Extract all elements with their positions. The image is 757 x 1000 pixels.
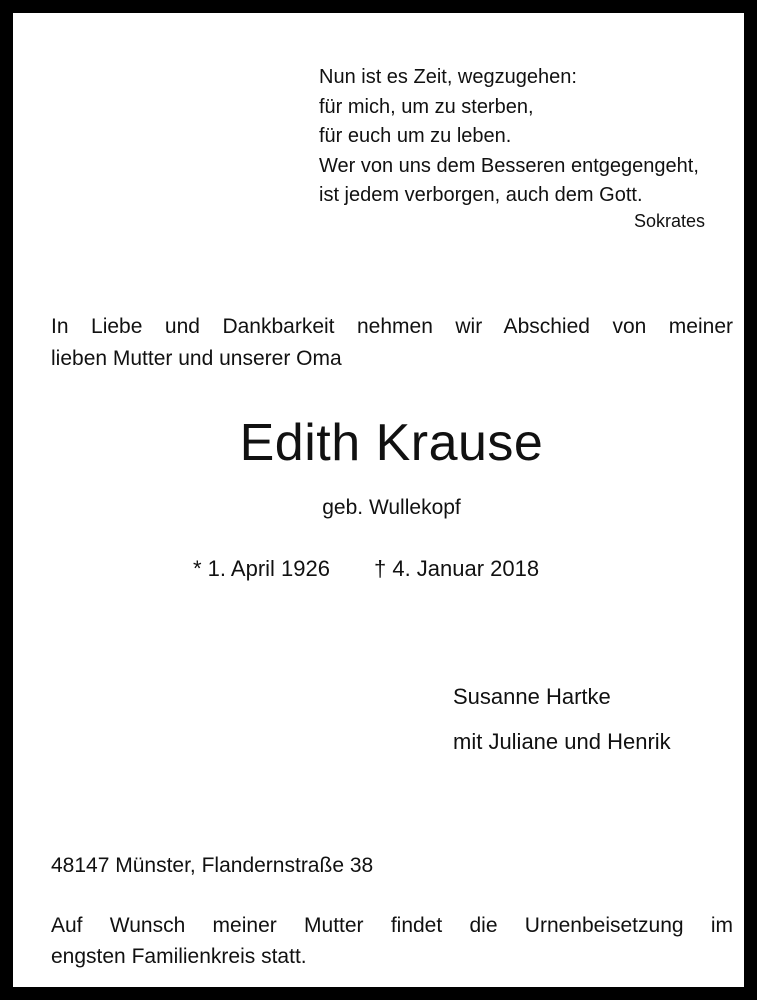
quote-line: Nun ist es Zeit, wegzugehen: (319, 66, 577, 88)
deceased-name: Edith Krause (239, 414, 544, 472)
intro-line: lieben Mutter und unserer Oma (51, 347, 342, 370)
quote-author: Sokrates (633, 211, 705, 231)
mourner-name: mit Juliane und Henrik (453, 729, 671, 754)
burial-note (51, 910, 733, 972)
birth-date: * 1. April 1926 (193, 556, 330, 581)
quote-line: für mich, um zu sterben, (319, 95, 534, 118)
intro-text (51, 311, 733, 375)
quote-line: Wer von uns dem Besseren entgegengeht, (319, 154, 699, 177)
life-dates (193, 556, 539, 582)
mourner-name: Susanne Hartke (453, 684, 611, 709)
quote-poem (319, 63, 739, 211)
intro-line: In Liebe und Dankbarkeit nehmen wir Abschied von meiner (51, 315, 733, 338)
note-line: Auf Wunsch meiner Mutter findet die Urnenbeisetzung im (51, 914, 733, 937)
note-line: engsten Familienkreis statt. (51, 945, 307, 968)
maiden-name: geb. Wullekopf (322, 496, 461, 519)
mourners-signature (453, 674, 671, 764)
death-date: † 4. Januar 2018 (373, 556, 540, 581)
quote-line: für euch um zu leben. (319, 125, 512, 147)
family-address: 48147 Münster, Flandernstraße 38 (51, 854, 374, 877)
quote-line: ist jedem verborgen, auch dem Gott. (319, 184, 643, 206)
